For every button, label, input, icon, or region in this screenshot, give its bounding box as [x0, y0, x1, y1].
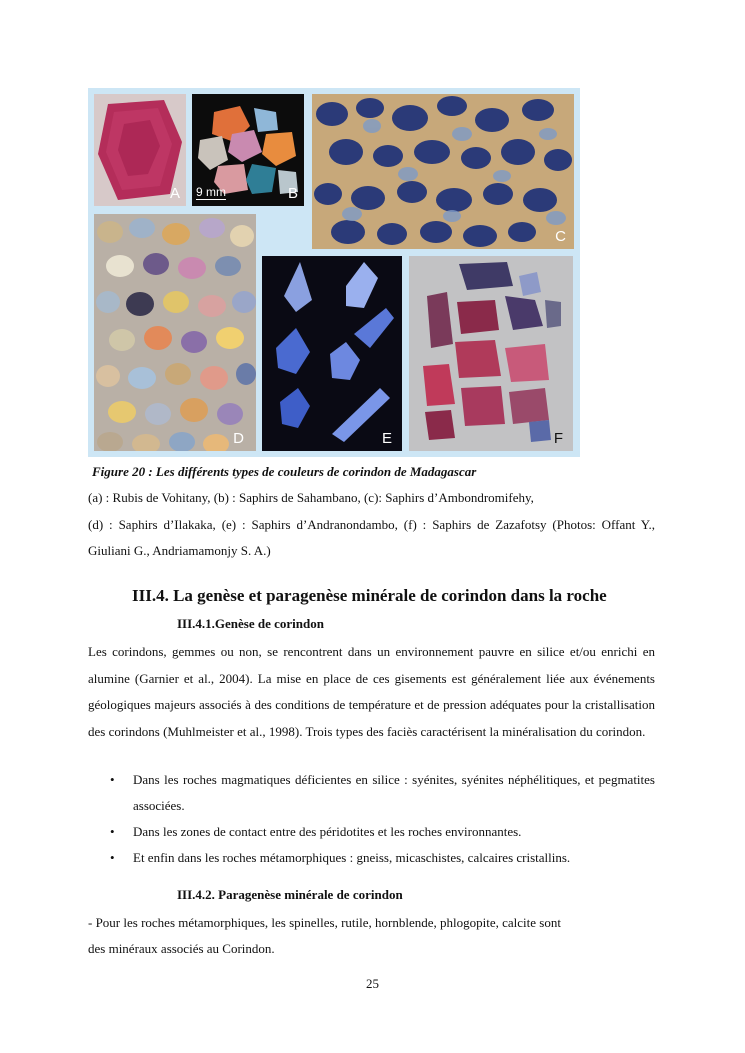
figure-legend-line1: (a) : Rubis de Vohitany, (b) : Saphirs de Sahambano, (c): Saphirs d’Ambondromifehy,: [88, 490, 534, 505]
list-item: [88, 819, 655, 845]
photo-panel-f-sapphires: [409, 256, 573, 451]
photo-panel-a-ruby: [94, 94, 186, 206]
paragraph-paragenese-line2: des minéraux associés au Corindon.: [88, 941, 275, 956]
facies-bullet-list: [88, 767, 655, 871]
photo-panel-c-sapphires: [312, 94, 574, 249]
corundum-photo-figure: [88, 88, 580, 457]
panel-label-b: B: [287, 185, 298, 202]
scale-bar: 9 mm: [196, 185, 226, 199]
page-number: 25: [366, 976, 379, 991]
paragraph-genese: Les corindons, gemmes ou non, se rencontrent dans un environnement pauvre en silice et/ou enrichi en alumine (Garnier et al., 2004). La mise en place de ces gisements est généralement liée aux événements géologiques majeurs associés à des conditions de température et de pression adéquates pour la cristallisation des corindons (Muhlmeister et al., 1998). Trois types des faciès caractérisent la minéralisation du corindon.: [88, 644, 655, 739]
section-heading: III.4. La genèse et paragenèse minérale de corindon dans la roche: [132, 586, 607, 605]
panel-label-e: E: [381, 430, 392, 447]
figure-caption: Figure 20 : Les différents types de couleurs de corindon de Madagascar: [92, 464, 477, 479]
figure-legend-line2: (d) : Saphirs d’Ilakaka, (e) : Saphirs d’Andranondambo, (f) : Saphirs de Zazafotsy (Photos: Offant Y., Giuliani G., Andriamamonjy S. A.): [88, 517, 655, 558]
photo-panel-e-sapphires: [262, 256, 402, 451]
subsection-heading-1: III.4.1.Genèse de corindon: [177, 616, 324, 631]
panel-label-c: C: [555, 228, 566, 245]
subsection-heading-2: III.4.2. Paragenèse minérale de corindon: [177, 887, 403, 902]
panel-label-f: F: [553, 430, 563, 447]
photo-panel-b-sapphires: [192, 94, 304, 206]
list-item-text: Dans les zones de contact entre des péridotites et les roches environnantes.: [133, 824, 522, 839]
list-item: [88, 845, 655, 871]
photo-panel-d-sapphires: [94, 214, 256, 451]
list-item-text: Dans les roches magmatiques déficientes en silice : syénites, syénites néphélitiques, et pegmatites associées.: [133, 772, 655, 813]
panel-label-a: A: [169, 185, 180, 202]
list-item-text: Et enfin dans les roches métamorphiques : gneiss, micaschistes, calcaires cristallins.: [133, 850, 571, 865]
list-item: [88, 767, 655, 819]
paragraph-paragenese-line1: - Pour les roches métamorphiques, les spinelles, rutile, hornblende, phlogopite, calcite sont: [88, 915, 561, 930]
bullet-icon: •: [110, 850, 115, 865]
bullet-icon: •: [110, 824, 115, 839]
panel-label-d: D: [233, 430, 244, 447]
bullet-icon: •: [110, 772, 115, 787]
